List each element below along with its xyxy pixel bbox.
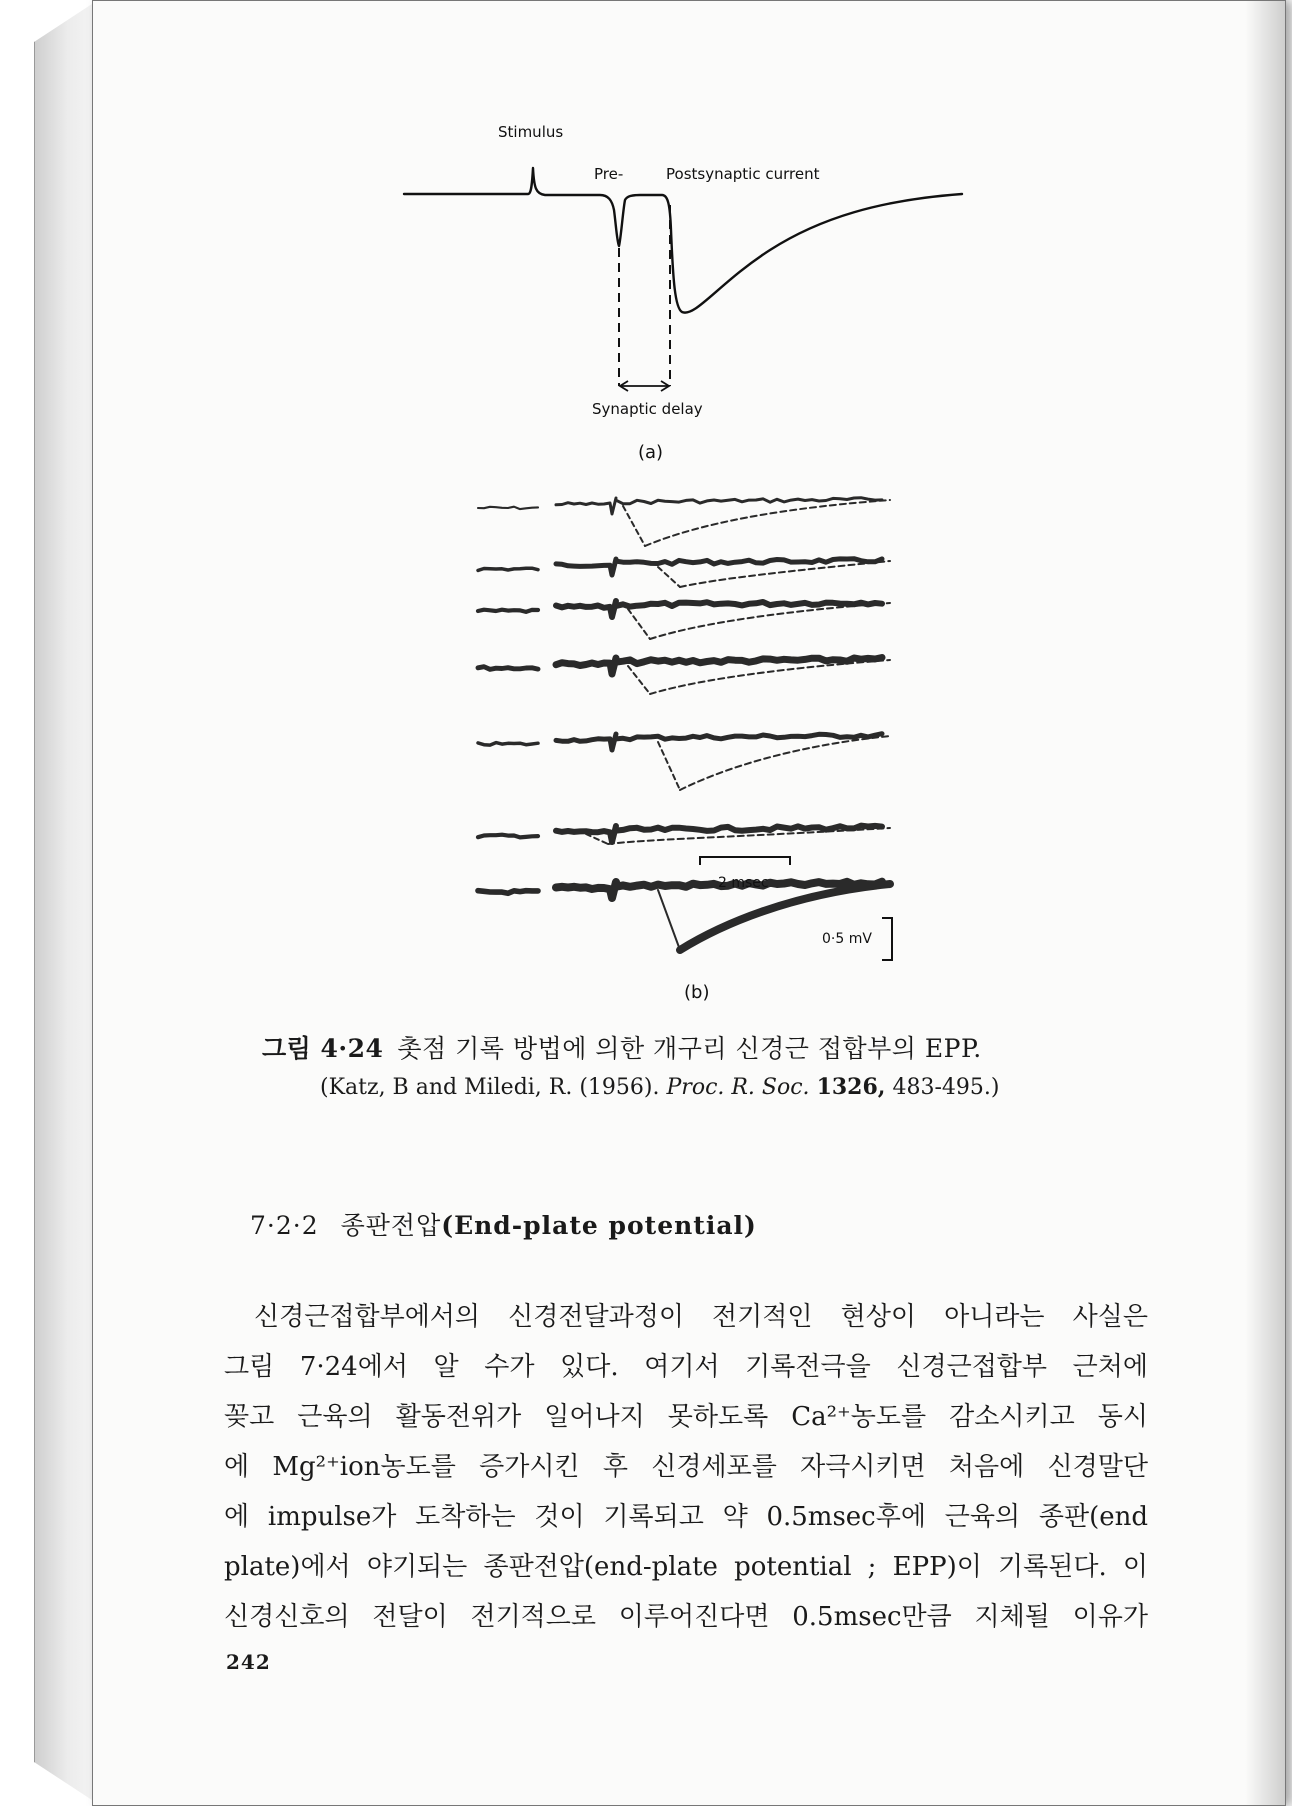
trace-prestim-segment [478,835,538,838]
trace-decay-phase [645,500,890,546]
body-paragraph [224,1292,1148,1642]
caption-title: 촛점 기록 방법에 의한 개구리 신경근 접합부의 EPP. [397,1034,982,1063]
trace-prestim-segment [478,891,538,894]
figure-b [0,470,1292,1010]
citation-journal: Proc. R. Soc. [666,1075,810,1100]
trace-noise-band [616,602,882,607]
trace-decay-phase [680,736,890,790]
trace-rising-phase [658,567,680,587]
trace-rising-phase [586,834,608,844]
stimulus-label: Stimulus [498,123,564,141]
caption-citation [262,1068,1132,1107]
trace-noise-band [616,658,882,664]
section-number: 7·2·2 [250,1211,319,1240]
voltage-scale-bar [882,918,892,960]
citation-volume: 1326, [816,1074,886,1100]
trace-baseline [556,658,616,674]
trace-noise-band [616,734,882,740]
trace-baseline [556,734,616,750]
trace-prestim-segment [478,743,538,746]
body-line: plate)에서 야기되는 종판전압(end-plate potential ; EPP)이 기록된다. 이 [224,1552,1148,1582]
figure-number: 그림 4·24 [262,1034,384,1063]
trace-baseline [556,601,616,617]
figure-a-baseline-trace [404,168,962,313]
trace-prestim-segment [478,610,538,612]
body-line: 에 Mg²⁺ion농도를 증가시킨 후 신경세포를 자극시키면 처음에 신경말단 [224,1452,1148,1482]
trace-rising-phase [623,506,645,546]
postsynaptic-current-label: Postsynaptic current [666,165,820,183]
citation-authors: (Katz, B and Miledi, R. (1956). [320,1075,660,1100]
time-scale-bar [700,857,790,865]
time-scale-label: 2 msec [718,875,769,891]
trace-rising-phase [658,742,680,790]
trace-rising-phase [628,609,650,639]
figure-a [0,0,1292,470]
citation-pages: 483-495.) [892,1075,1000,1100]
pre-label: Pre- [594,165,624,183]
body-line: 꽂고 근육의 활동전위가 일어나지 못하도록 Ca²⁺농도를 감소시키고 동시 [224,1402,1148,1432]
body-line: 그림 7·24에서 알 수가 있다. 여기서 기록전극을 신경근접합부 근처에 [224,1352,1148,1382]
figure-b-panel-label: (b) [684,982,710,1003]
trace-baseline [556,559,616,575]
trace-noise-band [616,559,882,565]
trace-rising-phase [658,890,680,950]
body-line: 에 impulse가 도착하는 것이 기록되고 약 0.5msec후에 근육의 종판(end [224,1502,1148,1532]
trace-baseline [556,498,616,514]
trace-prestim-segment [478,568,538,570]
trace-noise-band [616,498,882,504]
section-title-en: (End-plate potential) [441,1211,757,1240]
body-line: 신경신호의 전달이 전기적으로 이루어진다면 0.5msec만큼 지체될 이유가 [224,1602,1148,1632]
trace-rising-phase [628,666,650,694]
figure-a-panel-label: (a) [638,442,664,463]
figure-caption [262,1030,1132,1107]
voltage-scale-label: 0·5 mV [822,931,872,947]
trace-baseline [556,882,616,898]
trace-prestim-segment [478,507,538,509]
section-heading [250,1206,757,1242]
synaptic-delay-label: Synaptic delay [592,400,703,418]
page-number: 242 [226,1650,271,1674]
trace-decay-phase [650,603,890,639]
section-title-ko: 종판전압 [340,1211,442,1240]
body-line: 신경근접합부에서의 신경전달과정이 전기적인 현상이 아니라는 사실은 [254,1302,1148,1332]
trace-prestim-segment [478,667,538,670]
